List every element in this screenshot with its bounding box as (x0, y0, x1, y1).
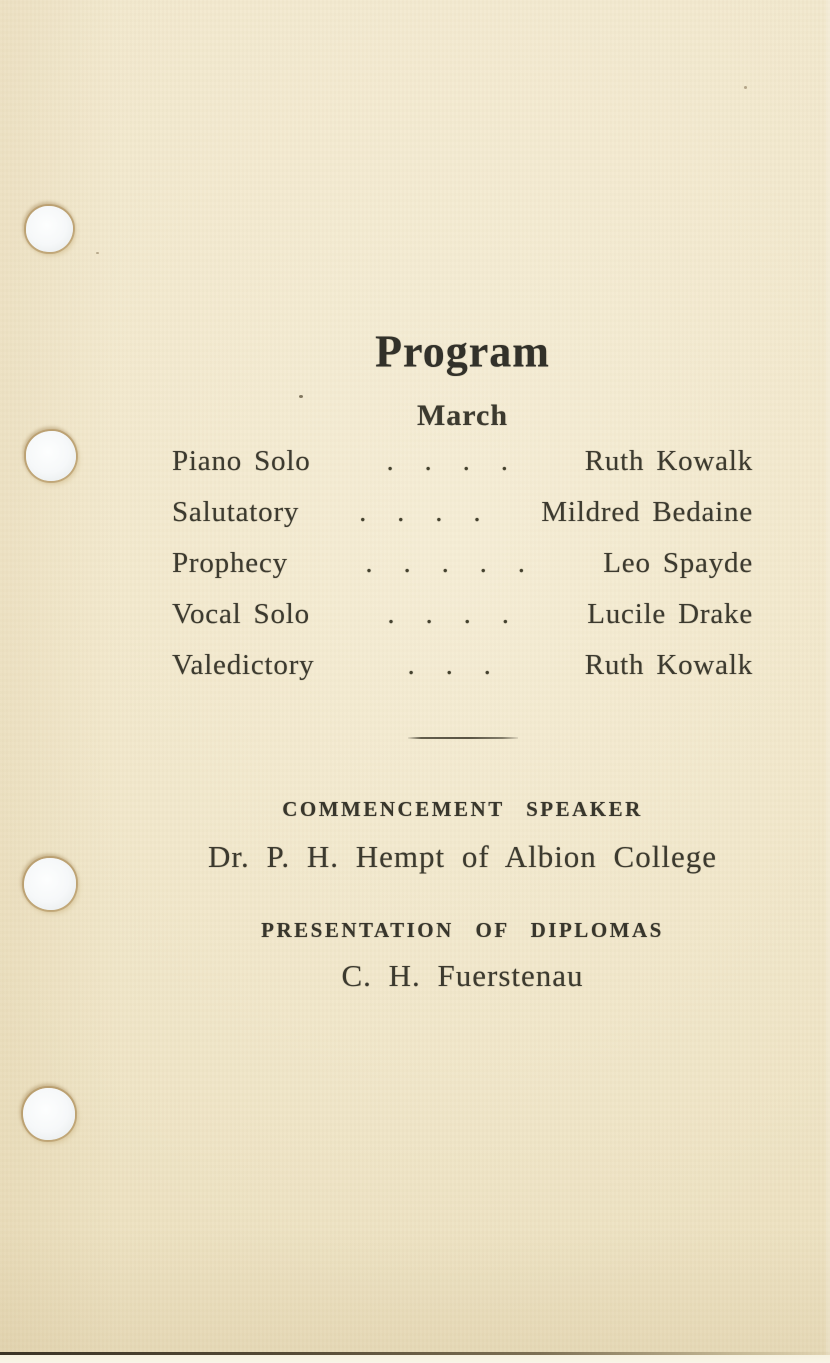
scan-right-edge-highlight (826, 0, 830, 1363)
program-row (172, 446, 753, 478)
program-item-label: Valedictory (172, 649, 315, 681)
program-item-name: Leo Spayde (603, 547, 753, 579)
punch-hole (26, 206, 73, 252)
paper-speck (96, 252, 99, 254)
program-item-label: Vocal Solo (172, 598, 310, 630)
commencement-speaker-heading: COMMENCEMENT SPEAKER (282, 797, 643, 821)
dot-leader: . . . . (387, 598, 510, 630)
printed-content (172, 0, 753, 1363)
diplomas-presenter-name: C. H. Fuerstenau (341, 958, 584, 993)
page-subtitle: March (416, 399, 509, 432)
program-item-name: Mildred Bedaine (541, 496, 753, 528)
punch-hole (23, 1088, 75, 1140)
program-item-label: Piano Solo (172, 445, 311, 477)
program-item-name: Lucile Drake (587, 598, 753, 630)
program-item-label: Prophecy (172, 547, 288, 579)
punch-hole (26, 431, 76, 481)
program-item-label: Salutatory (172, 496, 300, 528)
commencement-speaker-name: Dr. P. H. Hempt of Albion College (208, 839, 717, 874)
program-item-name: Ruth Kowalk (584, 649, 753, 681)
scan-bottom-edge-strip (0, 1355, 830, 1363)
dot-leader: . . . . . (365, 547, 526, 579)
program-item-name: Ruth Kowalk (584, 445, 753, 477)
dot-leader: . . . . (386, 445, 509, 477)
presentation-of-diplomas-heading: PRESENTATION OF DIPLOMAS (261, 918, 664, 942)
program-row (172, 548, 753, 580)
dot-leader: . . . (407, 649, 492, 681)
program-row (172, 497, 753, 529)
page-title: Program (375, 325, 550, 377)
program-row (172, 650, 753, 682)
dot-leader: . . . . (359, 496, 482, 528)
program-row (172, 599, 753, 631)
punch-hole (24, 858, 76, 910)
section-divider-rule (408, 737, 518, 739)
